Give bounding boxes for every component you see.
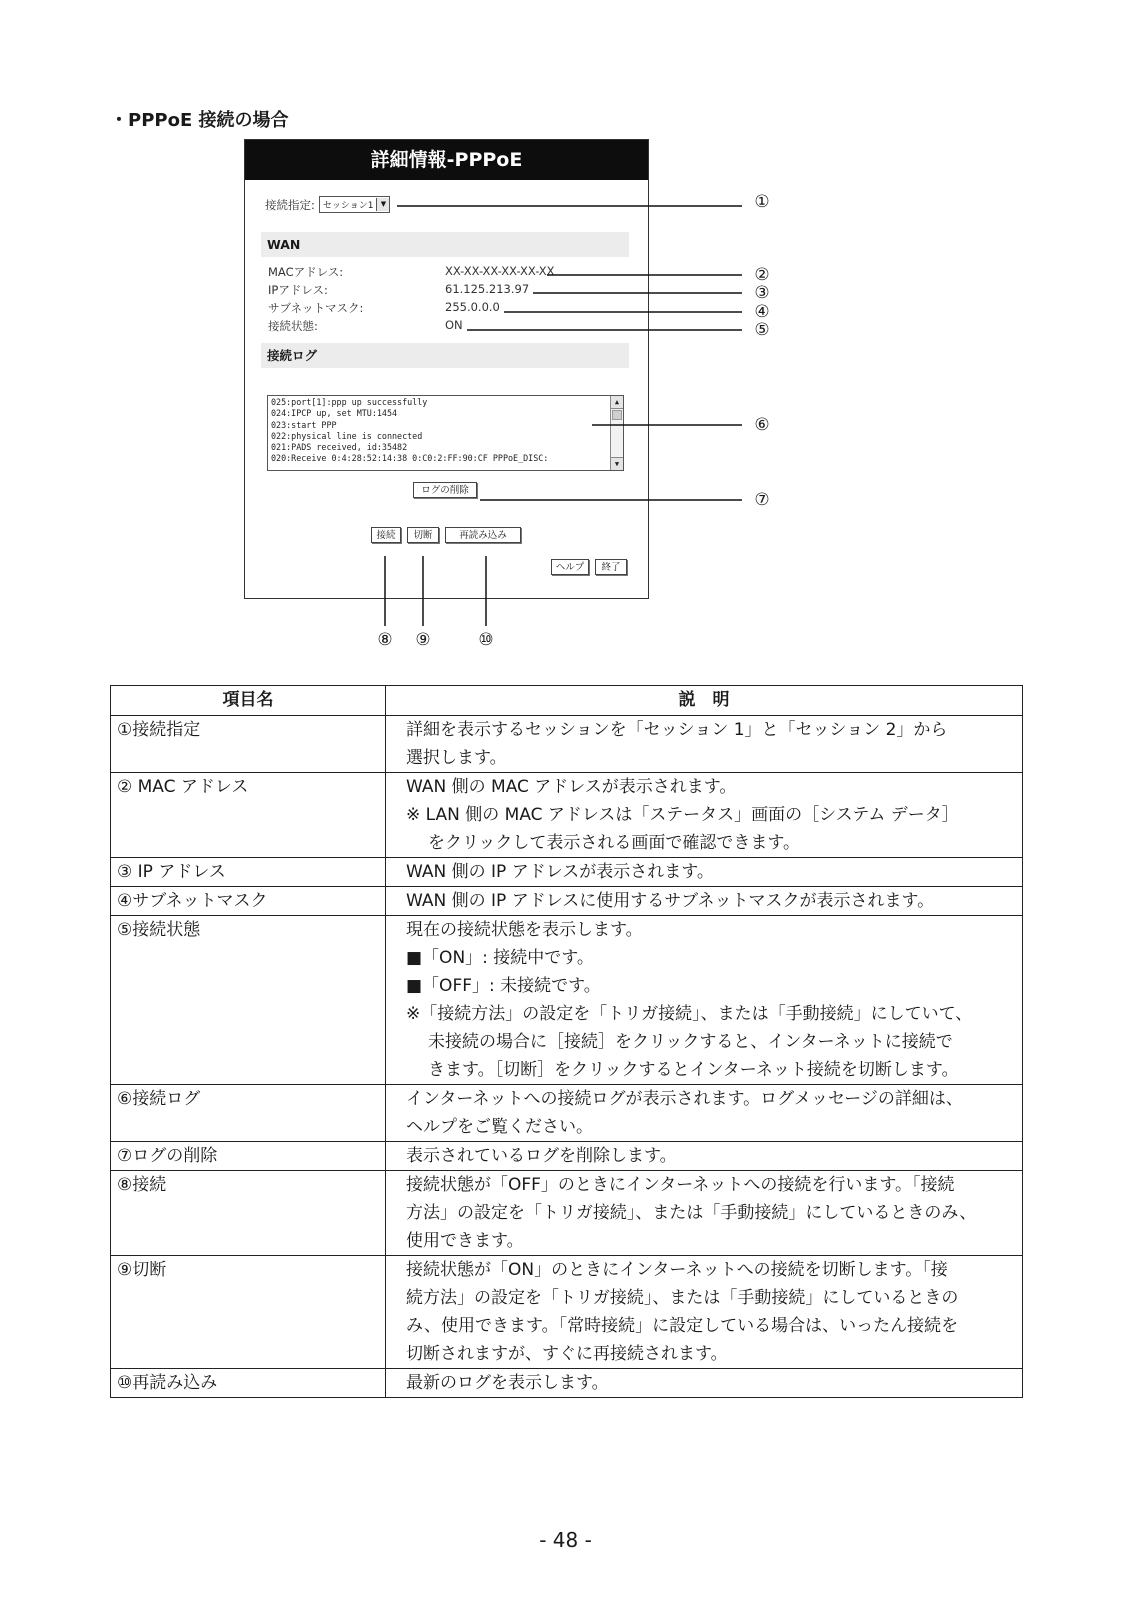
table-header-row xyxy=(111,686,1023,716)
description-line: ヘルプをご覧ください。 xyxy=(406,1117,593,1137)
table-row xyxy=(111,1142,1023,1171)
delete-log-button[interactable]: ログの削除 xyxy=(413,482,477,498)
description-line: 使用できます。 xyxy=(406,1231,524,1251)
item-name-cell: ③ IP アドレス xyxy=(111,858,386,887)
help-button[interactable]: ヘルプ xyxy=(551,559,589,575)
description-cell xyxy=(386,1369,1023,1398)
table-row xyxy=(111,1171,1023,1256)
description-cell xyxy=(386,887,1023,916)
table-row xyxy=(111,1369,1023,1398)
connect-button[interactable]: 接続 xyxy=(371,527,401,543)
scroll-down-icon[interactable]: ▼ xyxy=(611,457,623,470)
section-title: ・PPPoE 接続の場合 xyxy=(110,110,289,131)
table-row xyxy=(111,773,1023,858)
mac-value: XX-XX-XX-XX-XX-XX xyxy=(445,264,555,278)
description-line: WAN 側の MAC アドレスが表示されます。 xyxy=(406,777,737,797)
subnet-value: 255.0.0.0 xyxy=(445,300,500,314)
subnet-label: サブネットマスク: xyxy=(268,301,364,315)
close-button[interactable]: 終了 xyxy=(595,559,627,575)
description-line: きます。［切断］をクリックするとインターネット接続を切断します。 xyxy=(428,1060,959,1080)
item-name-cell: ⑤接続状態 xyxy=(111,916,386,1085)
description-line: 接続状態が「OFF」のときにインターネットへの接続を行います。「接続 xyxy=(406,1175,955,1195)
callout-9: ⑨ xyxy=(415,630,431,650)
item-name-cell: ①接続指定 xyxy=(111,716,386,773)
description-line: 続方法」の設定を「トリガ接続」、または「手動接続」にしているときの xyxy=(406,1288,959,1308)
description-cell xyxy=(386,858,1023,887)
callout-1: ① xyxy=(754,192,770,212)
description-line: 切断されますが、すぐに再接続されます。 xyxy=(406,1344,728,1364)
table-row xyxy=(111,916,1023,1085)
description-line: ■「ON」: 接続中です。 xyxy=(406,948,594,968)
ip-label: IPアドレス: xyxy=(268,283,328,297)
item-name-cell: ⑩再読み込み xyxy=(111,1369,386,1398)
description-line: WAN 側の IP アドレスが表示されます。 xyxy=(406,862,714,882)
callout-5: ⑤ xyxy=(754,320,770,340)
item-name-cell: ⑨切断 xyxy=(111,1256,386,1369)
item-name-cell: ⑥接続ログ xyxy=(111,1085,386,1142)
callout-10: ⑩ xyxy=(478,630,494,650)
status-label: 接続状態: xyxy=(268,319,318,333)
status-value: ON xyxy=(445,318,463,332)
callout-8: ⑧ xyxy=(377,630,393,650)
table-row xyxy=(111,716,1023,773)
header-item-name: 項目名 xyxy=(111,686,386,716)
description-line: 詳細を表示するセッションを「セッション 1」と「セッション 2」から xyxy=(406,720,948,740)
description-line: 現在の接続状態を表示します。 xyxy=(406,920,643,940)
log-heading: 接続ログ xyxy=(261,343,629,368)
description-line: 最新のログを表示します。 xyxy=(406,1373,609,1393)
reload-button[interactable]: 再読み込み xyxy=(445,527,521,543)
panel-title: 詳細情報-PPPoE xyxy=(245,140,648,180)
ip-value: 61.125.213.97 xyxy=(445,282,530,296)
description-line: ※「接続方法」の設定を「トリガ接続」、または「手動接続」にしていて、 xyxy=(406,1004,973,1024)
description-line: WAN 側の IP アドレスに使用するサブネットマスクが表示されます。 xyxy=(406,891,935,911)
log-line: 020:Receive 0:4:28:52:14:38 0:C0:2:FF:90:CF PPPoE_DISC: xyxy=(271,453,549,464)
description-line: 表示されているログを削除します。 xyxy=(406,1146,677,1166)
log-line: 024:IPCP up, set MTU:1454 xyxy=(271,408,398,419)
description-line: 未接続の場合に［接続］をクリックすると、インターネットに接続で xyxy=(428,1032,953,1052)
header-description: 説 明 xyxy=(386,686,1023,716)
table-row xyxy=(111,887,1023,916)
table-row xyxy=(111,1256,1023,1369)
description-cell xyxy=(386,1142,1023,1171)
disconnect-button[interactable]: 切断 xyxy=(407,527,439,543)
wan-heading: WAN xyxy=(261,232,629,257)
description-line: 方法」の設定を「トリガ接続」、または「手動接続」にしているときのみ、 xyxy=(406,1203,977,1223)
description-cell xyxy=(386,1085,1023,1142)
callout-3: ③ xyxy=(754,283,770,303)
description-cell xyxy=(386,773,1023,858)
callout-6: ⑥ xyxy=(754,415,770,435)
page-number: - 48 - xyxy=(539,1528,592,1552)
mac-label: MACアドレス: xyxy=(268,265,344,279)
log-line: 022:physical line is connected xyxy=(271,430,423,441)
connection-label: 接続指定: xyxy=(265,197,315,212)
table-row xyxy=(111,1085,1023,1142)
description-line: をクリックして表示される画面で確認できます。 xyxy=(428,833,800,853)
item-name-cell: ② MAC アドレス xyxy=(111,773,386,858)
description-cell xyxy=(386,1256,1023,1369)
item-name-cell: ④サブネットマスク xyxy=(111,887,386,916)
description-cell xyxy=(386,716,1023,773)
item-name-cell: ⑦ログの削除 xyxy=(111,1142,386,1171)
callout-4: ④ xyxy=(754,302,770,322)
scroll-up-icon[interactable]: ▲ xyxy=(611,396,623,409)
log-line: 025:port[1]:ppp up successfully xyxy=(271,397,428,407)
log-line: 023:start PPP xyxy=(271,419,337,430)
description-line: み、使用できます。「常時接続」に設定している場合は、いったん接続を xyxy=(406,1316,959,1336)
description-line: インターネットへの接続ログが表示されます。ログメッセージの詳細は、 xyxy=(406,1089,963,1109)
description-cell xyxy=(386,916,1023,1085)
callout-2: ② xyxy=(754,265,770,285)
description-line: 接続状態が「ON」のときにインターネットへの接続を切断します。「接 xyxy=(406,1260,948,1280)
description-line: ※ LAN 側の MAC アドレスは「ステータス」画面の［システム データ］ xyxy=(406,805,959,825)
chevron-down-icon: ▼ xyxy=(376,198,389,211)
description-line: 選択します。 xyxy=(406,748,507,768)
item-name-cell: ⑧接続 xyxy=(111,1171,386,1256)
description-line: ■「OFF」: 未接続です。 xyxy=(406,976,601,996)
connection-select-value: セッション1 xyxy=(322,201,374,211)
log-line: 021:PADS received, id:35482 xyxy=(271,442,408,453)
description-cell xyxy=(386,1171,1023,1256)
description-table xyxy=(110,685,1023,1398)
table-row xyxy=(111,858,1023,887)
callout-7: ⑦ xyxy=(754,490,770,510)
